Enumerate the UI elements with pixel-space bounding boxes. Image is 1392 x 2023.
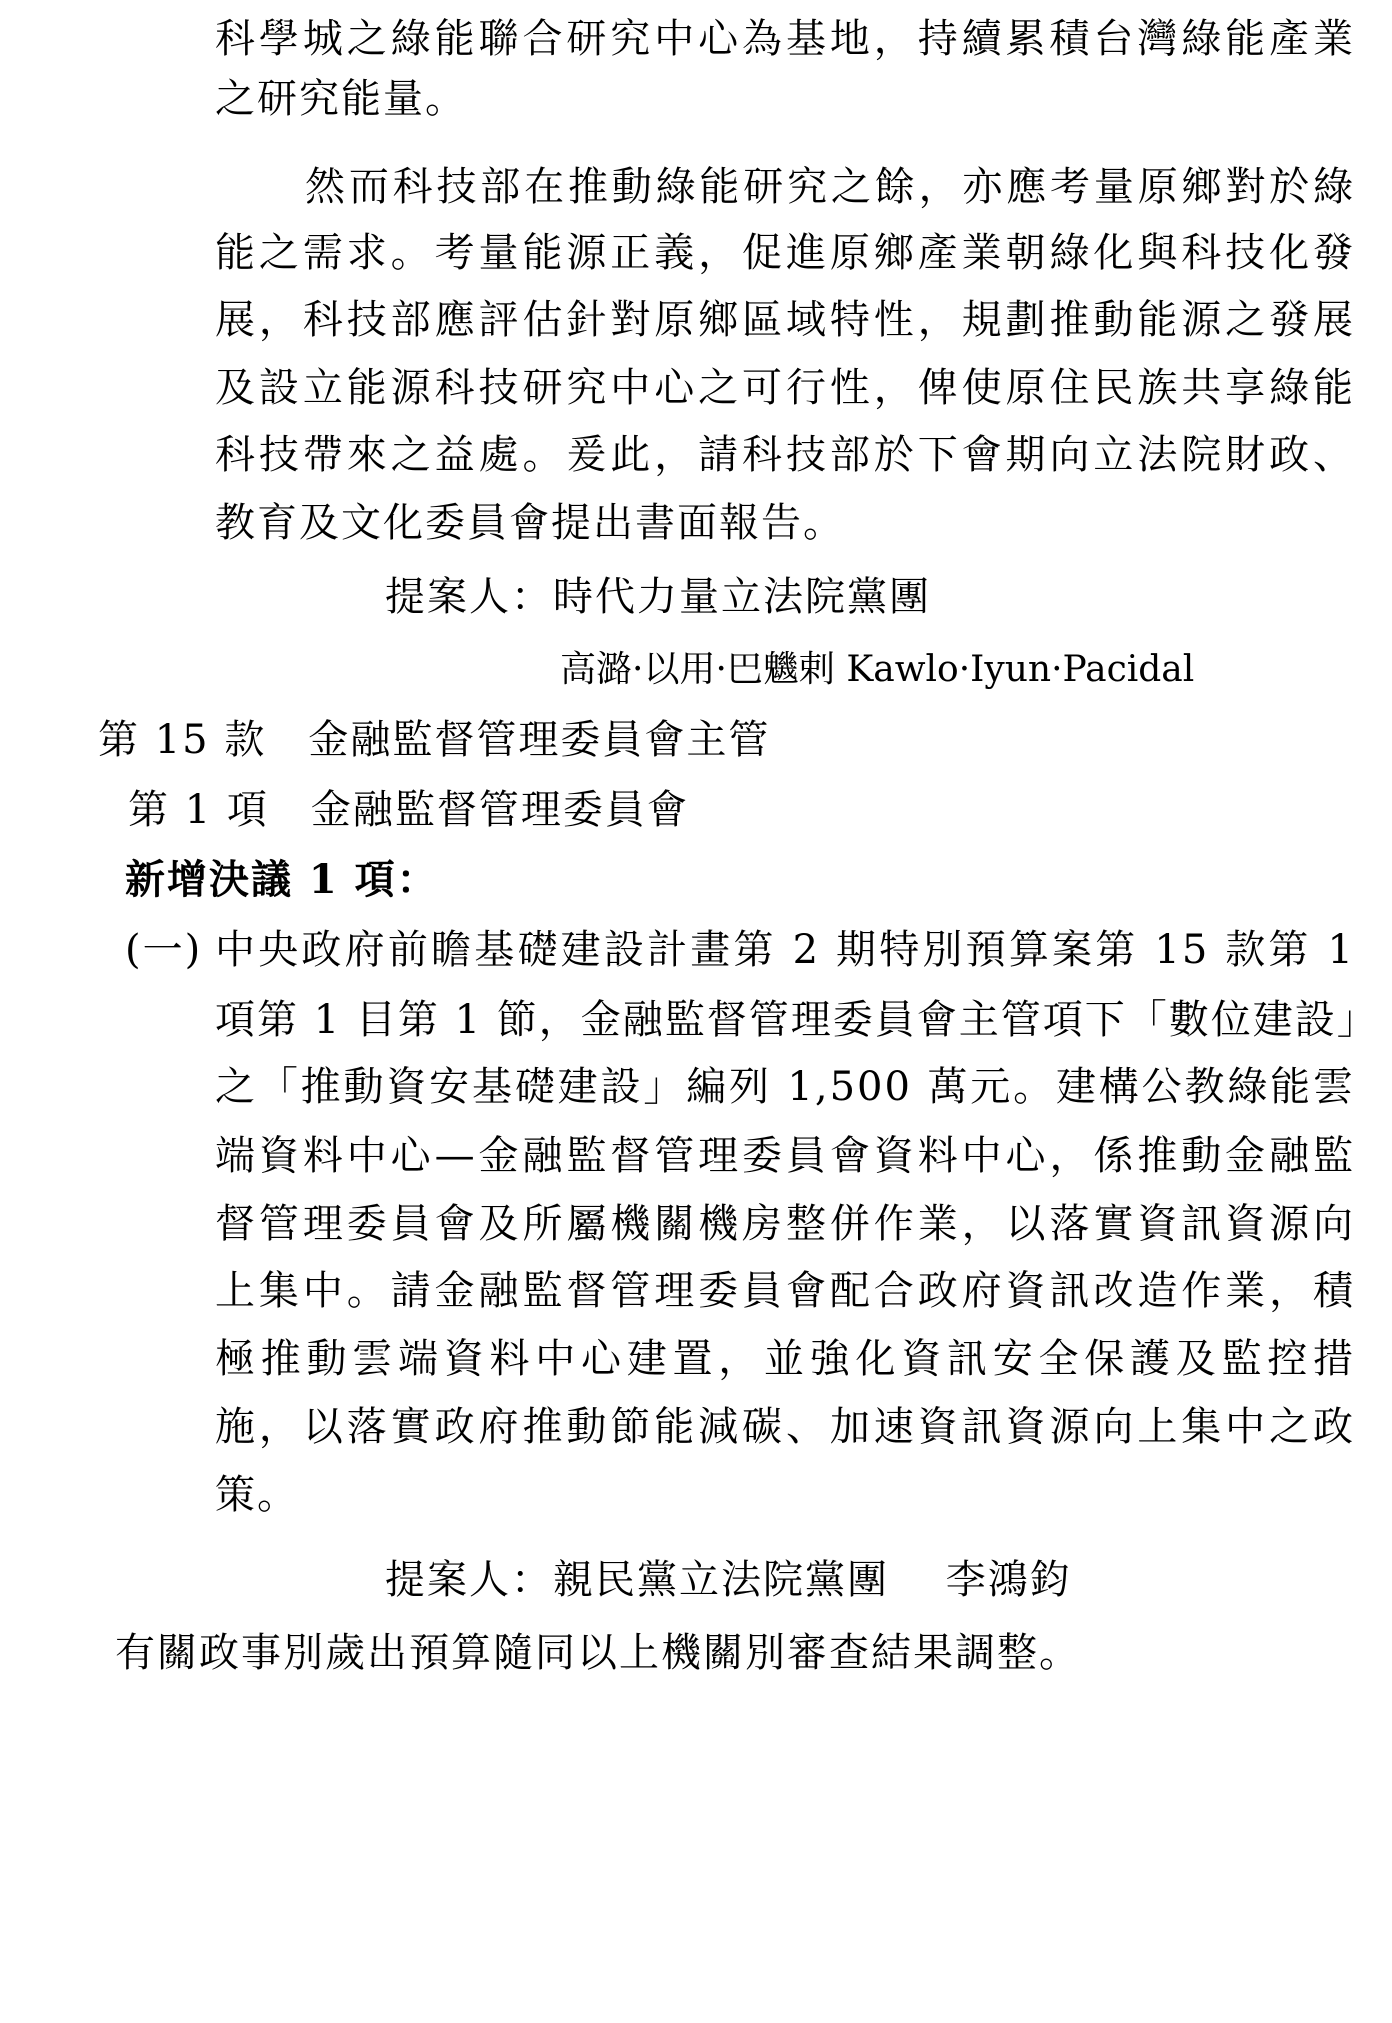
item-line: 施，以落實政府推動節能減碳、加速資訊資源向上集中之政 [215,1404,1355,1450]
proposer-name: 高潞·以用·巴魕剌 Kawlo·Iyun·Pacidal [560,649,1195,690]
paragraph-line: 教育及文化委員會提出書面報告。 [215,500,845,546]
closing-line: 有關政事別歲出預算隨同以上機關別審查結果調整。 [115,1630,1081,1676]
paragraph-line: 展，科技部應評估針對原鄉區域特性，規劃推動能源之發展 [215,297,1355,343]
proposer-line: 提案人：時代力量立法院黨團 [385,574,931,620]
item-line: 策。 [215,1472,299,1518]
paragraph-line: 及設立能源科技研究中心之可行性，俾使原住民族共享綠能 [215,365,1355,411]
section-heading-xiang: 第 1 項 金融監督管理委員會 [128,787,689,833]
paragraph-line: 能之需求。考量能源正義，促進原鄉產業朝綠化與科技化發 [215,230,1355,276]
paragraph-line: 科學城之綠能聯合研究中心為基地，持續累積台灣綠能產業 [215,16,1355,62]
section-heading-kuan: 第 15 款 金融監督管理委員會主管 [98,717,771,763]
item-line: 端資料中心—金融監督管理委員會資料中心，係推動金融監 [215,1133,1355,1179]
paragraph-line: 科技帶來之益處。爰此，請科技部於下會期向立法院財政、 [215,432,1355,478]
item-marker: (一) [125,927,203,973]
new-resolution-heading: 新增決議 1 項： [125,856,439,903]
item-line: 督管理委員會及所屬機關機房整併作業，以落實資訊資源向 [215,1201,1355,1247]
item-line: 上集中。請金融監督管理委員會配合政府資訊改造作業，積 [215,1268,1355,1314]
item-line: 之「推動資安基礎建設」編列 1,500 萬元。建構公教綠能雲 [215,1064,1355,1110]
item-line: 項第 1 目第 1 節，金融監督管理委員會主管項下「數位建設」 [215,997,1379,1043]
proposer-line: 提案人：親民黨立法院黨團 李鴻鈞 [385,1557,1072,1603]
item-line: 極推動雲端資料中心建置，並強化資訊安全保護及監控措 [215,1336,1355,1382]
paragraph-line: 然而科技部在推動綠能研究之餘，亦應考量原鄉對於綠 [305,164,1355,210]
paragraph-line: 之研究能量。 [215,76,467,122]
item-line: 中央政府前瞻基礎建設計畫第 2 期特別預算案第 15 款第 1 [215,927,1355,973]
